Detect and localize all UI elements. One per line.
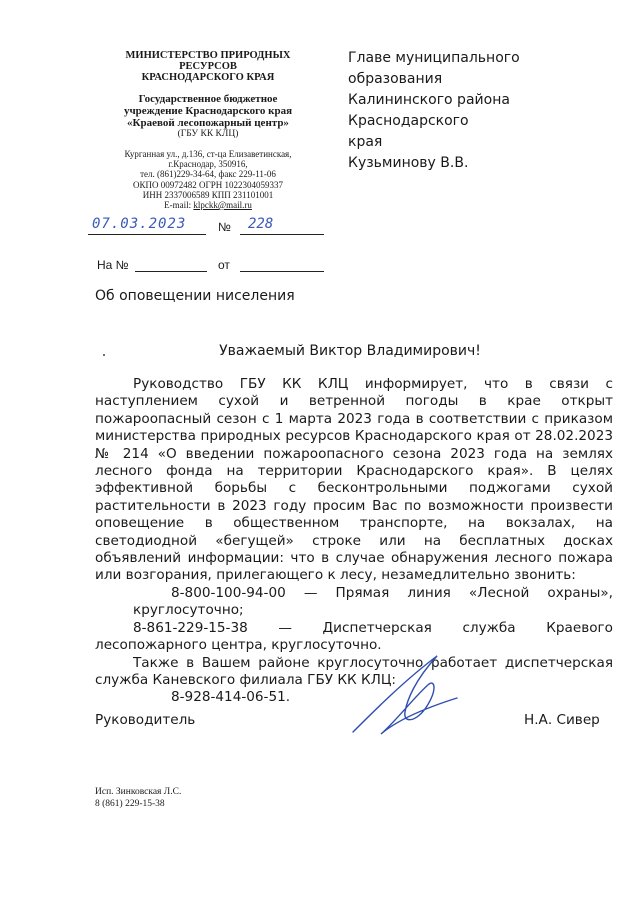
handwritten-number: 228 — [248, 216, 274, 232]
okpo-line: ОКПО 00972482 ОГРН 1022304059337 — [133, 179, 283, 190]
executor-phone: 8 (861) 229-15-38 — [95, 799, 165, 809]
phone-line: 8-800-100-94-00 — Прямая линия «Лесной охраны», круглосуточно; — [133, 584, 613, 619]
reply-number-line — [135, 271, 207, 272]
phone-line: тел. (861)229-34-64, факс 229-11-06 — [140, 169, 276, 180]
organization-abbreviation: (ГБУ КК КЛЦ) — [177, 129, 239, 139]
body-paragraph: Также в Вашем районе круглосуточно работает диспетчерская служба Каневского филиала ГБУ КК КЛЦ: — [95, 654, 613, 688]
inn-line: ИНН 2337006589 КПП 231101001 — [142, 189, 274, 200]
letter-subject: Об оповещении нисeления — [95, 288, 295, 304]
number-line — [240, 234, 324, 235]
email-link[interactable]: klpckk@mail.ru — [193, 200, 252, 211]
address-line: Курганная ул., д.136, ст-ца Елизаветинская, — [124, 149, 292, 159]
from-label: от — [218, 258, 230, 272]
reply-date-line — [240, 271, 324, 272]
ministry-name: МИНИСТЕРСТВО ПРИРОДНЫХ РЕСУРСОВ КРАСНОДАРСКОГО КРАЯ — [125, 50, 291, 83]
number-label: № — [218, 220, 231, 234]
handwritten-signature — [345, 650, 465, 740]
phone-line: 8-861-229-15-38 — Диспетчерская служба Краевого лесопожарного центра, круглосуточно. — [95, 619, 613, 654]
signatory-name: Н.А. Сивер — [524, 712, 600, 728]
signatory-title: Руководитель — [95, 712, 196, 728]
organization-name: Государственное бюджетное учреждение Краснодарского края «Краевой лесопожарный центр» — [123, 93, 293, 129]
addressee-block: Главе муниципального образования Калининского района Краснодарского края Кузьминову В.В. — [348, 50, 520, 171]
sender-contacts — [88, 149, 328, 210]
executor-name: Исп. Зинковская Л.С. — [95, 787, 182, 797]
address-line: г.Краснодар, 350916, — [168, 159, 248, 170]
date-line — [88, 234, 206, 235]
handwritten-date: 07.03.2023 — [92, 216, 187, 232]
salutation: Уважаемый Виктор Владимирович! — [219, 343, 481, 359]
body-paragraph: Руководство ГБУ КК КЛЦ информирует, что в связи с наступлением сухой и ветренной погоды в крае открыт пожароопасный сезон с 1 марта 2023 года в соответствии с приказом министерства природных ресурсов Краснодарского края от 28.02.2023 № 214 «О введении пожароопасного сезона 2023 года на землях лесного фонда на территории Краснодарского края». В целях эффективной борьбы с бесконтрольными поджогами сухой растительности в 2023 году просим Вас по возможности произвести оповещение в общественном транспорте, на вокзалах, на светодиодной «бегущей» строке или на бесплатных досках объявлений информации: что в случае обнаружения лесного пожара или возгорания, прилегающего к лесу, незамедлительно звонить: — [95, 376, 613, 584]
executor-info — [95, 786, 181, 810]
reply-to-label: На № — [97, 258, 129, 272]
phone-line: 8-928-414-06-51. — [171, 689, 291, 706]
sender-block — [88, 50, 328, 210]
email-line: E-mail: klpckk@mail.ru — [164, 200, 252, 211]
